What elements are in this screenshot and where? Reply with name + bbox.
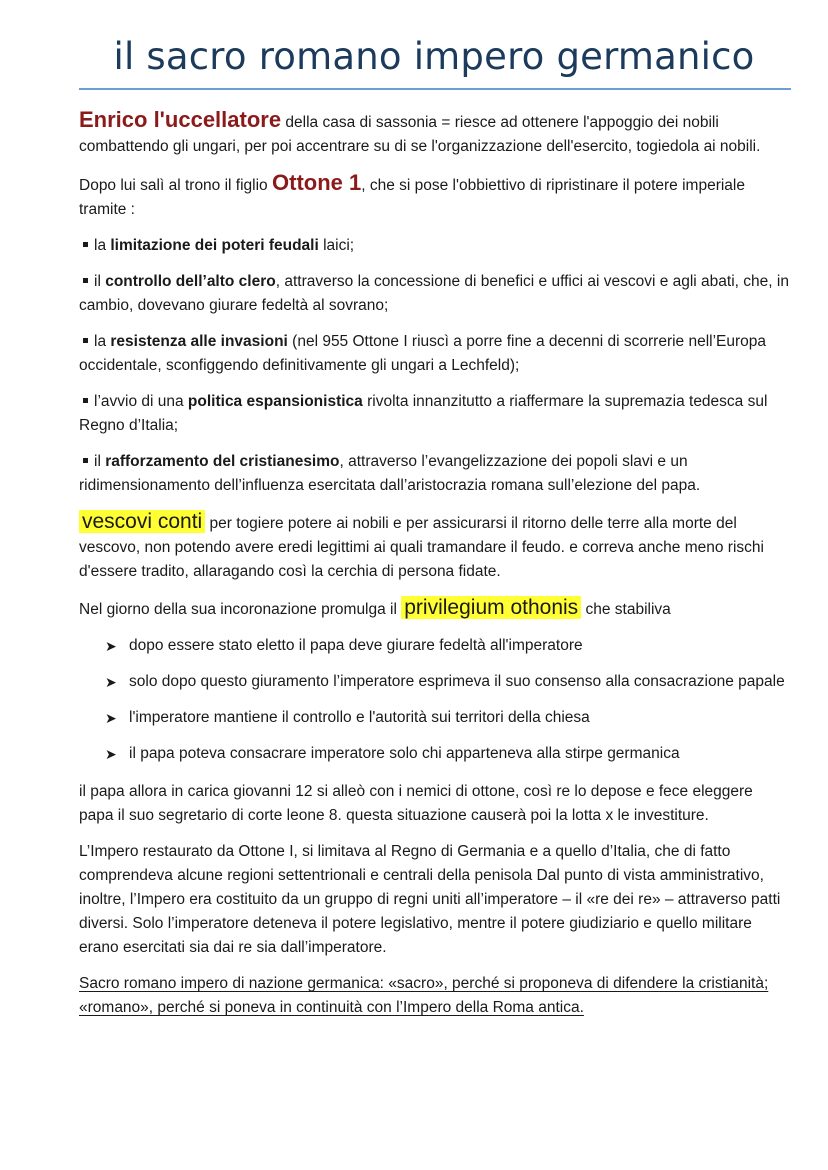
bullet-post: rivolta innanzitutto a riaffermare la supremazia tedesca sul Regno d’Italia;	[79, 393, 768, 434]
paragraph-enrico	[79, 108, 791, 159]
bullet-post: , attraverso l’evangelizzazione dei popoli slavi e un ridimensionamento dell’influenza esercitata dall’aristocrazia romana sull’elezione del papa.	[79, 453, 701, 494]
bullet-item	[79, 450, 791, 498]
arrow-list	[79, 634, 791, 766]
arrow-list-item	[105, 634, 791, 658]
page-title: il sacro romano impero germanico	[113, 35, 755, 78]
title-divider	[79, 88, 791, 90]
enrico-name: Enrico l'uccellatore	[79, 107, 282, 132]
arrow-list-item	[105, 670, 791, 694]
arrow-bullet-icon: ➤	[105, 638, 117, 654]
arrow-item-text: solo dopo questo giuramento l’imperatore esprimeva il suo consenso alla consacrazione papale	[129, 673, 785, 690]
bullet-pre: il	[94, 453, 106, 470]
bullet-pre: la	[94, 333, 111, 350]
bullet-item	[79, 330, 791, 378]
bullet-item	[79, 270, 791, 318]
bullet-post: (nel 955 Ottone I riuscì a porre fine a decenni di scorrerie nell’Europa occidentale, sconfiggendo definitivamente gli ungari a Lechfeld);	[79, 333, 767, 374]
paragraph-vescovi	[79, 510, 791, 584]
arrow-item-text: dopo essere stato eletto il papa deve giurare fedeltà all'imperatore	[129, 637, 583, 654]
bullet-bold: controllo dell’alto clero	[105, 273, 276, 290]
arrow-bullet-icon: ➤	[105, 710, 117, 726]
ottone-intro: Dopo lui salì al trono il figlio	[79, 177, 272, 194]
bullet-bold: limitazione dei poteri feudali	[110, 237, 319, 254]
paragraph-impero: L’Impero restaurato da Ottone I, si limitava al Regno di Germania e a quello d’Italia, che di fatto comprendeva alcune regioni settentrionali e centrali della penisola Dal punto di vista amministrativo, inoltre, l’Impero era costituito da un gruppo di regni uniti all’imperatore – il «re dei re» – attraverso patti diversi. Solo l’imperatore deteneva il potere legislativo, mentre il potere giudiziario e quello militare erano esercitati sia dai re sia dall’imperatore.	[79, 843, 781, 956]
document-body	[79, 108, 791, 1032]
bullet-item	[79, 234, 791, 258]
paragraph-definizione: Sacro romano impero di nazione germanica: «sacro», perché si proponeva di difendere la cristianità; «romano», perché si poneva in continuità con l’Impero della Roma antica.	[79, 975, 769, 1016]
bullet-pre: l’avvio di una	[94, 393, 188, 410]
square-bullet-icon	[83, 242, 88, 247]
arrow-item-text: il papa poteva consacrare imperatore solo chi apparteneva alla stirpe germanica	[129, 745, 680, 762]
square-bullet-icon	[83, 398, 88, 403]
bullet-item	[79, 390, 791, 438]
arrow-bullet-icon: ➤	[105, 746, 117, 762]
arrow-list-item	[105, 742, 791, 766]
ottone-text: , che si pose l'obbiettivo di ripristinare il potere imperiale tramite :	[79, 177, 745, 218]
enrico-text: della casa di sassonia = riesce ad ottenere l'appoggio dei nobili combattendo gli ungari, per poi accentrare su di se l'organizzazione dell'esercito, togiedola ai nobili.	[79, 114, 761, 155]
bullet-post: laici;	[318, 237, 355, 254]
vescovi-text: per togiere potere ai nobili e per assicurarsi il ritorno delle terre alla morte del vescovo, non potendo avere eredi legittimi ai quali tramandare il feudo. e correva anche meno rischi d'essere tradito, allaragando così la cerchia di persona fidate.	[79, 515, 764, 580]
bullet-bold: rafforzamento del cristianesimo	[105, 453, 340, 470]
square-bullet-icon	[83, 338, 88, 343]
bullet-bold: resistenza alle invasioni	[110, 333, 288, 350]
square-bullet-icon	[83, 458, 88, 463]
square-bullet-icon	[83, 278, 88, 283]
paragraph-ottone	[79, 171, 791, 222]
vescovi-conti-highlight: vescovi conti	[79, 510, 205, 533]
arrow-item-text: l'imperatore mantiene il controllo e l'autorità sui territori della chiesa	[129, 709, 590, 726]
paragraph-privilegium	[79, 596, 791, 622]
arrow-bullet-icon: ➤	[105, 674, 117, 690]
bullet-bold: politica espansionistica	[187, 393, 363, 410]
paragraph-giovanni: il papa allora in carica giovanni 12 si alleò con i nemici di ottone, così re lo depose e fece eleggere papa il suo segretario di corte leone 8. questa situazione causerà poi la lotta x le investiture.	[79, 783, 753, 824]
privilegium-highlight: privilegium othonis	[401, 596, 581, 619]
privilegium-text: che stabiliva	[581, 601, 671, 618]
privilegium-intro: Nel giorno della sua incoronazione promulga il	[79, 601, 402, 618]
bullet-pre: il	[94, 273, 106, 290]
bullet-post: , attraverso la concessione di benefici e uffici ai vescovi e agli abati, che, in cambio, dovevano giurare fedeltà al sovrano;	[79, 273, 789, 314]
arrow-list-item	[105, 706, 791, 730]
ottone-name: Ottone 1	[272, 170, 362, 195]
bullet-pre: la	[94, 237, 111, 254]
